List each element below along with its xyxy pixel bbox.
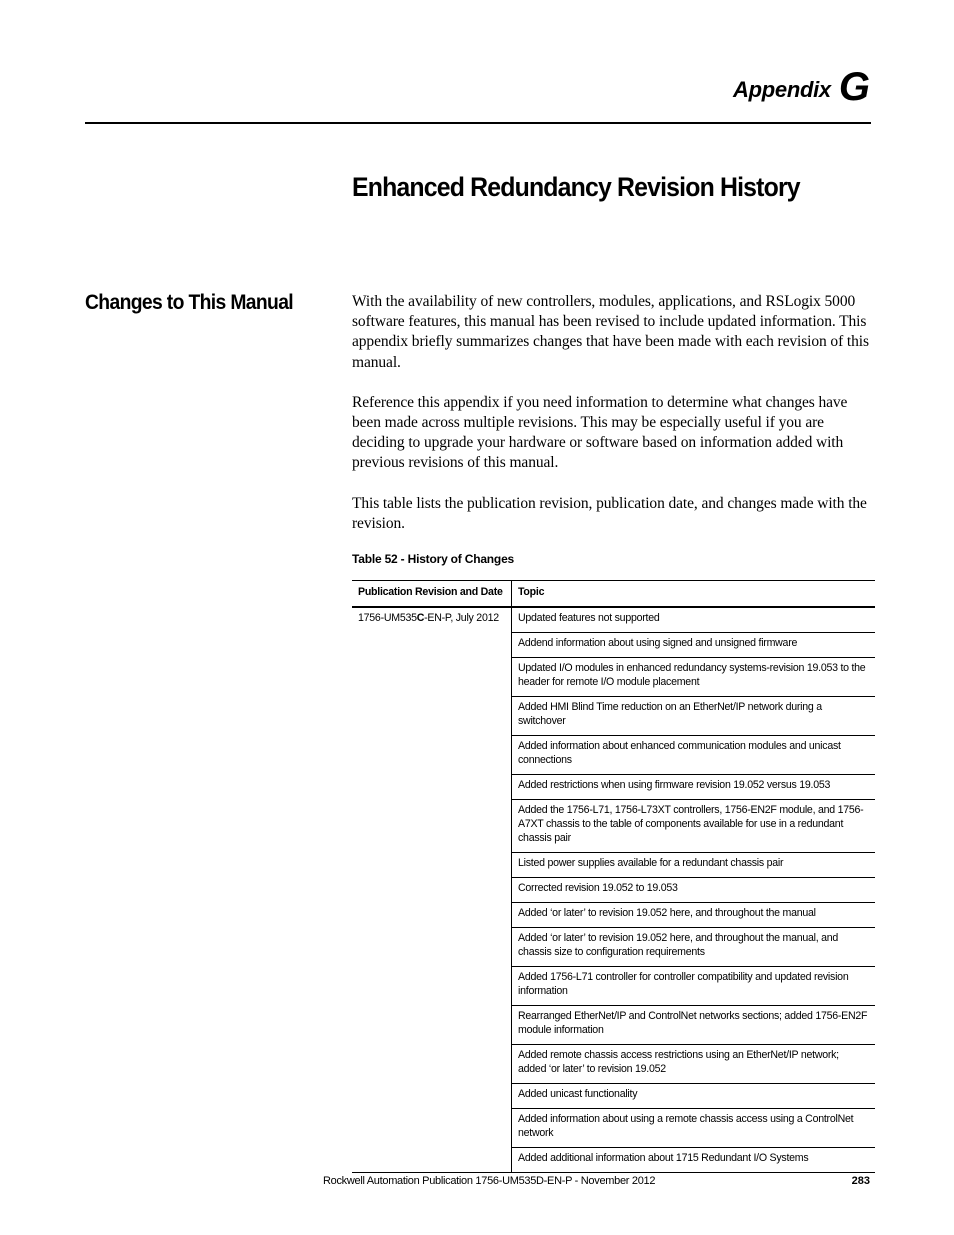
topic-cell: Added ‘or later’ to revision 19.052 here, and throughout the manual <box>512 903 876 928</box>
topic-cell: Added information about using a remote chassis access using a ControlNet network <box>512 1109 876 1148</box>
page-number: 283 <box>851 1175 870 1187</box>
history-table <box>352 580 875 1173</box>
revision-prefix: 1756-UM535 <box>358 612 417 624</box>
paragraph-3: This table lists the publication revision, publication date, and changes made with the revision. <box>352 494 867 532</box>
topic-cell: Added information about enhanced communication modules and unicast connections <box>512 736 876 775</box>
topic-cell: Added additional information about 1715 Redundant I/O Systems <box>512 1148 876 1173</box>
topic-cell: Added ‘or later’ to revision 19.052 here, and throughout the manual, and chassis size to configuration requirements <box>512 928 876 967</box>
table-header-row <box>352 581 875 608</box>
topic-cell: Corrected revision 19.052 to 19.053 <box>512 878 876 903</box>
table-caption: Table 52 - History of Changes <box>352 552 515 566</box>
revision-cell <box>352 607 512 1173</box>
topic-cell: Updated I/O modules in enhanced redundancy systems-revision 19.053 to the header for remote I/O module placement <box>512 658 876 697</box>
body-text <box>352 292 872 554</box>
chapter-title: Enhanced Redundancy Revision History <box>352 172 800 202</box>
revision-letter: C <box>416 612 425 624</box>
topic-cell: Added 1756-L71 controller for controller compatibility and updated revision information <box>512 967 876 1006</box>
topic-cell: Added the 1756-L71, 1756-L73XT controllers, 1756-EN2F module, and 1756-A7XT chassis to the table of components available for use in a redundant chassis pair <box>512 800 876 853</box>
topic-cell: Added unicast functionality <box>512 1084 876 1109</box>
appendix-letter: G <box>838 65 870 109</box>
paragraph-2: Reference this appendix if you need information to determine what changes have been made across multiple revisions. This may be especially useful if you are deciding to upgrade your hardware or software based on information added with previous revisions of this manual. <box>352 393 848 472</box>
header-revision: Publication Revision and Date <box>352 581 512 608</box>
appendix-heading <box>733 62 870 107</box>
topic-cell: Added restrictions when using firmware revision 19.052 versus 19.053 <box>512 775 876 800</box>
topic-cell: Updated features not supported <box>512 607 876 633</box>
section-title: Changes to This Manual <box>85 291 294 314</box>
revision-suffix: -EN-P, July 2012 <box>424 612 499 624</box>
topic-cell: Addend information about using signed and unsigned firmware <box>512 633 876 658</box>
paragraph-1: With the availability of new controllers, modules, applications, and RSLogix 5000 software features, this manual has been revised to include updated information. This appendix briefly summarizes changes that have been made with each revision of this manual. <box>352 293 869 371</box>
table-body <box>352 607 875 1173</box>
topic-cell: Rearranged EtherNet/IP and ControlNet networks sections; added 1756-EN2F module information <box>512 1006 876 1045</box>
footer-publication: Rockwell Automation Publication 1756-UM535D-EN-P - November 2012 <box>323 1175 656 1187</box>
appendix-word: Appendix <box>733 77 831 102</box>
topic-cell: Added remote chassis access restrictions using an EtherNet/IP network; added ‘or later’ to revision 19.052 <box>512 1045 876 1084</box>
topic-cell: Added HMI Blind Time reduction on an EtherNet/IP network during a switchover <box>512 697 876 736</box>
header-topic: Topic <box>512 581 876 608</box>
topic-cell: Listed power supplies available for a redundant chassis pair <box>512 853 876 878</box>
header-rule <box>85 122 871 124</box>
table-row <box>352 607 875 633</box>
